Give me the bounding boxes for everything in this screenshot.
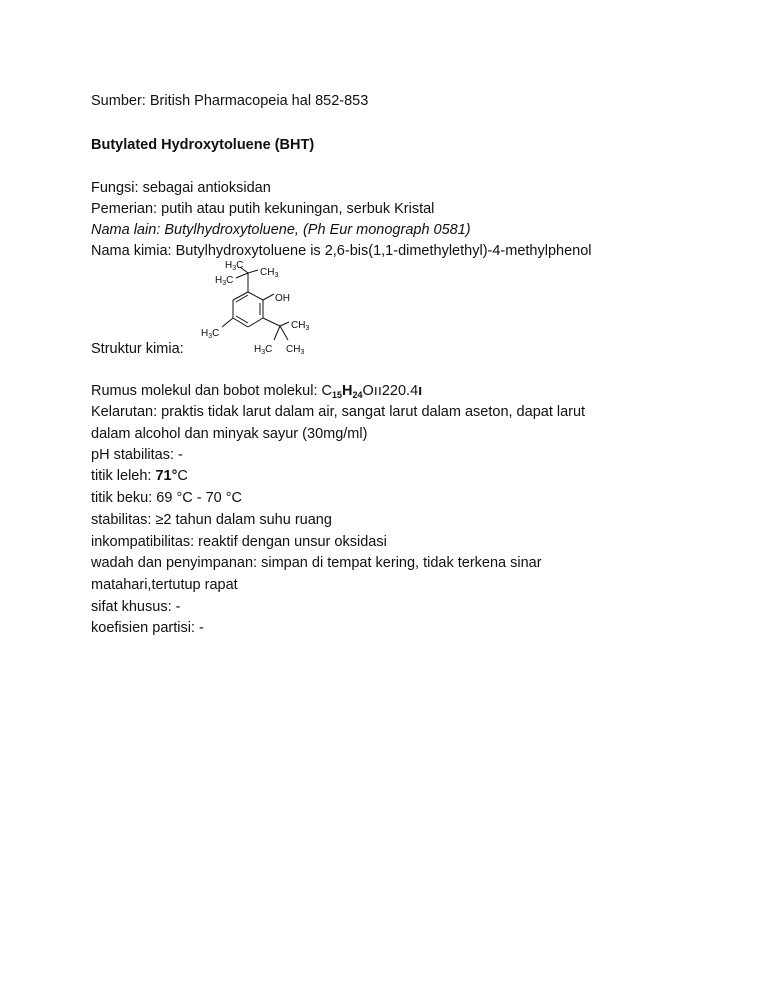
- oh-bond: [263, 294, 274, 300]
- titik-beku-line: [91, 488, 242, 508]
- atom-label-ch3-top: $CH_3$: [260, 267, 279, 279]
- pemerian-line: [91, 199, 434, 219]
- atom-label-oh: OH: [275, 293, 290, 304]
- ring-bond: [248, 318, 263, 327]
- titik-leleh-value: 71°: [155, 468, 178, 484]
- atom-label-h3c-mid: $H_3C$: [215, 275, 234, 287]
- atom-label-h3c-bottom: $H_3C$: [254, 344, 273, 356]
- rumus-line: [91, 381, 422, 401]
- atom-label-h3c-top: $H_3C$: [225, 260, 244, 272]
- pemerian-label: Pemerian:: [91, 201, 158, 217]
- wadah-line-2: matahari,tertutup rapat: [91, 577, 238, 593]
- methyl-bond: [274, 326, 280, 340]
- fungsi-value: sebagai antioksidan: [142, 180, 271, 196]
- kelarutan-line-2: dalam alcohol dan minyak sayur (30mg/ml): [91, 426, 368, 442]
- nama-kimia-line: [91, 241, 592, 261]
- formula: $C_{15}H_{24}Oıı220.4ı$: [321, 383, 423, 400]
- source-line: [91, 91, 368, 111]
- source-value: British Pharmacopeia hal 852-853: [149, 93, 369, 109]
- titik-beku-value: 69 °C - 70 °C: [156, 490, 243, 506]
- methyl-bond: [222, 318, 233, 327]
- substituent-bond: [263, 318, 280, 326]
- nama-kimia-value-b: 2,6: [324, 243, 345, 259]
- nama-lain-label: Nama lain:: [91, 222, 161, 238]
- fungsi-line: [91, 178, 271, 198]
- ring-bond: [233, 318, 248, 327]
- titik-leleh-label: titik leleh:: [91, 468, 152, 484]
- methyl-bond: [236, 273, 248, 278]
- atom-label-ch3-right: $CH_3$: [291, 320, 310, 332]
- wadah-line-1: [91, 553, 542, 573]
- struktur-label: Struktur kimia:: [91, 341, 184, 357]
- nama-kimia-value-a: Butylhydroxytoluene is: [175, 243, 321, 259]
- wadah-label: wadah dan penyimpanan:: [91, 555, 258, 571]
- rumus-label: Rumus molekul dan bobot molekul:: [91, 383, 318, 399]
- kelarutan-line-1: Kelarutan: praktis tidak larut dalam air, sangat larut dalam aseton, dapat larut: [91, 404, 586, 420]
- nama-kimia-label: Nama kimia:: [91, 243, 172, 259]
- ring-bond: [248, 292, 263, 300]
- kelarutan-value: 30: [307, 426, 324, 442]
- nama-lain-line: [91, 220, 471, 240]
- bht-structure-diagram: [196, 256, 316, 360]
- methyl-bond: [280, 322, 289, 326]
- ph-line: pH stabilitas: -: [91, 447, 183, 463]
- methyl-bond: [248, 270, 258, 273]
- source-label: Sumber:: [91, 93, 146, 109]
- wadah-value: simpan di tempat kering, tidak terkena sinar: [261, 555, 542, 571]
- pemerian-value: putih atau putih kekuningan, serbuk Kristal: [161, 201, 435, 217]
- titik-leleh-line: titik leleh: 71°C: [91, 468, 188, 484]
- nama-kimia-value-c: -bis(1,1-dimethylethyl)-4-methylphenol: [344, 243, 592, 259]
- koefisien-line: koefisien partisi: -: [91, 620, 204, 636]
- nama-lain-value: Butylhydroxytoluene, (Ph Eur monograph 0581): [164, 222, 471, 238]
- double-bond: [236, 295, 248, 302]
- inkompatibilitas-line: inkompatibilitas: reaktif dengan unsur oksidasi: [91, 534, 387, 550]
- atom-label-ch3-bottom: $CH_3$: [286, 344, 305, 356]
- sifat-khusus-line: sifat khusus: -: [91, 599, 181, 615]
- atom-label-h3c-left: $H_3C$: [201, 328, 220, 340]
- fungsi-label: Fungsi:: [91, 180, 139, 196]
- titik-beku-label: titik beku:: [91, 490, 153, 506]
- methyl-bond: [280, 326, 288, 340]
- document-title: Butylated Hydroxytoluene (BHT): [91, 137, 315, 153]
- stabilitas-line: stabilitas: ≥2 tahun dalam suhu ruang: [91, 512, 332, 528]
- double-bond: [236, 316, 248, 323]
